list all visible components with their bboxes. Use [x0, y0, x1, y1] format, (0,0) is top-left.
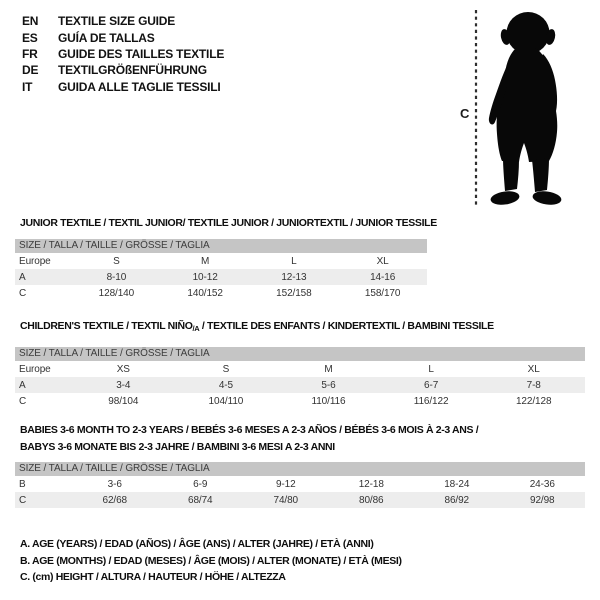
table-row: [15, 476, 585, 492]
table-cell: 12-18: [358, 478, 384, 490]
language-title: GUÍA DE TALLAS: [58, 30, 155, 45]
table-cell: XL: [376, 255, 389, 267]
footnote-a: A. AGE (YEARS) / EDAD (AÑOS) / ÂGE (ANS) / ALTER (JAHRE) / ETÀ (ANNI): [20, 538, 374, 550]
dimension-label-c: C: [460, 106, 470, 121]
language-code: FR: [22, 46, 38, 61]
row-label: A: [15, 377, 72, 393]
language-row-es: [22, 29, 224, 45]
table-cell: 152/158: [276, 287, 312, 299]
junior-size-table: [15, 239, 427, 301]
table-row: [15, 285, 427, 301]
language-row-it: [22, 79, 224, 95]
size-header-band: SIZE / TALLA / TAILLE / GRÖSSE / TAGLIA: [15, 239, 427, 253]
table-cell: M: [201, 255, 210, 267]
row-label: C: [15, 492, 72, 508]
table-row: [15, 393, 585, 409]
row-label: C: [19, 287, 27, 299]
language-title: GUIDE DES TAILLES TEXTILE: [58, 46, 225, 61]
table-cell: S: [222, 363, 230, 375]
table-row: [15, 377, 585, 393]
table-cell: XS: [116, 363, 130, 375]
table-cell: 3-6: [107, 478, 122, 490]
row-label: A: [15, 269, 72, 285]
table-cell: L: [428, 363, 434, 375]
table-cell: 128/140: [98, 287, 135, 299]
language-code: IT: [22, 79, 33, 94]
table-cell: S: [113, 255, 120, 267]
language-title: TEXTILGRÖßENFÜHRUNG: [58, 63, 207, 78]
baby-silhouette-icon: [489, 12, 562, 206]
babies-table: [15, 476, 585, 508]
language-row-de: [22, 62, 224, 78]
table-cell: 9-12: [275, 478, 296, 490]
table-cell: 5-6: [277, 377, 380, 393]
children-title-subscript: /A: [192, 324, 200, 333]
footnote-c: C. (cm) HEIGHT / ALTURA / HAUTEUR / HÖHE / ALTEZZA: [20, 571, 286, 584]
table-cell: 110/116: [311, 395, 346, 407]
babies-title-line2: BABYS 3-6 MONATE BIS 2-3 JAHRE / BAMBINI 3-6 MESI A 2-3 ANNI: [20, 440, 335, 453]
junior-table: [15, 253, 427, 301]
table-cell: 80/86: [329, 492, 415, 508]
size-header-band: SIZE / TALLA / TAILLE / GRÖSSE / TAGLIA: [15, 462, 585, 476]
language-title: TEXTILE SIZE GUIDE: [58, 14, 176, 29]
babies-section-title: [20, 422, 478, 455]
table-cell: 3-4: [72, 377, 175, 393]
children-title-post: / TEXTILE DES ENFANTS / KINDERTEXTIL / BAMBINI TESSILE: [199, 320, 494, 332]
table-cell: 68/74: [158, 492, 244, 508]
language-row-fr: [22, 46, 224, 62]
language-legend: [22, 13, 224, 95]
table-cell: XL: [527, 363, 540, 375]
size-figure: [472, 8, 576, 210]
language-title: GUIDA ALLE TAGLIE TESSILI: [58, 79, 221, 94]
table-cell: 10-12: [161, 269, 250, 285]
row-label: C: [19, 395, 27, 407]
row-label: Europe: [19, 255, 51, 267]
children-section-title: [20, 318, 494, 338]
table-cell: 12-13: [250, 269, 339, 285]
children-size-table: [15, 347, 585, 409]
table-cell: 24-36: [529, 478, 555, 490]
table-row: [15, 361, 585, 377]
language-row-en: [22, 13, 224, 29]
table-cell: 92/98: [500, 492, 586, 508]
table-row: [15, 253, 427, 269]
table-cell: 7-8: [482, 377, 585, 393]
table-cell: 104/110: [208, 395, 244, 407]
table-cell: M: [324, 363, 333, 375]
table-cell: 8-10: [72, 269, 161, 285]
table-cell: 6-9: [193, 478, 208, 490]
size-header-band: SIZE / TALLA / TAILLE / GRÖSSE / TAGLIA: [15, 347, 585, 361]
row-label: Europe: [19, 363, 51, 375]
table-cell: L: [291, 255, 297, 267]
table-cell: 14-16: [338, 269, 427, 285]
table-row: [15, 269, 427, 285]
table-cell: 6-7: [380, 377, 483, 393]
babies-size-table: [15, 462, 585, 508]
children-table: [15, 361, 585, 409]
junior-section-title: JUNIOR TEXTILE / TEXTIL JUNIOR/ TEXTILE JUNIOR / JUNIORTEXTIL / JUNIOR TESSILE: [20, 217, 437, 229]
babies-title-line1: BABIES 3-6 MONTH TO 2-3 YEARS / BEBÉS 3-6 MESES A 2-3 AÑOS / BÉBÉS 3-6 MOIS À 2-3 ANS /: [20, 424, 479, 436]
table-cell: 62/68: [72, 492, 158, 508]
table-cell: 98/104: [108, 395, 139, 407]
table-cell: 122/128: [515, 395, 552, 407]
table-row: [15, 492, 585, 508]
table-cell: 116/122: [413, 395, 449, 407]
table-cell: 4-5: [175, 377, 278, 393]
footnotes: [20, 536, 402, 586]
table-cell: 18-24: [444, 478, 470, 490]
table-cell: 140/152: [187, 287, 223, 299]
children-title-pre: CHILDREN'S TEXTILE / TEXTIL NIÑO: [20, 320, 193, 332]
table-cell: 158/170: [364, 287, 401, 299]
language-code: ES: [22, 30, 38, 45]
table-cell: 86/92: [414, 492, 500, 508]
table-cell: 74/80: [243, 492, 329, 508]
language-code: EN: [22, 14, 39, 29]
footnote-b: B. AGE (MONTHS) / EDAD (MESES) / ÂGE (MOIS) / ALTER (MONATE) / ETÀ (MESI): [20, 554, 402, 567]
language-code: DE: [22, 63, 39, 78]
row-label: B: [19, 478, 26, 490]
